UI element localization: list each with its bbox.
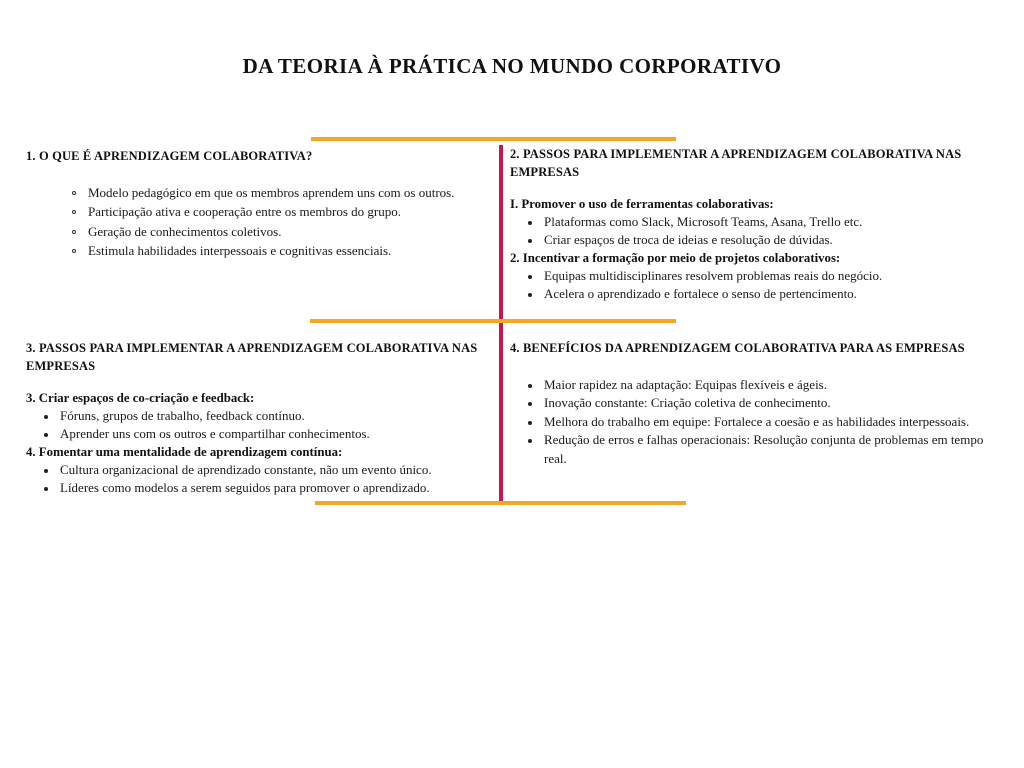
divider-vertical [499, 145, 503, 503]
list-item [72, 203, 488, 221]
quadrant-2-heading: 2. PASSOS PARA IMPLEMENTAR A APRENDIZAGEM COLABORATIVA NAS EMPRESAS [510, 147, 962, 179]
list-item-text: Criar espaços de troca de ideias e resolução de dúvidas. [544, 232, 833, 248]
list-item [528, 413, 1002, 431]
list-item [528, 231, 1002, 249]
list-item [44, 425, 488, 443]
quadrant-3-group-1-label: 3. Criar espaços de co-criação e feedback: [26, 390, 255, 405]
quadrant-2-group-1-list [510, 213, 1002, 250]
list-item-text: Geração de conhecimentos coletivos. [88, 223, 282, 239]
list-item-text: Maior rapidez na adaptação: Equipas flexíveis e ágeis. [544, 376, 827, 392]
list-item [72, 184, 488, 202]
list-item-text: Líderes como modelos a serem seguidos para promover o aprendizado. [60, 480, 430, 496]
list-item [528, 431, 1002, 468]
list-item [528, 213, 1002, 231]
quadrant-1-bullet-list [26, 184, 488, 261]
list-item [72, 223, 488, 241]
divider-middle-horizontal [310, 319, 676, 323]
list-item [44, 407, 488, 425]
divider-bottom-horizontal [315, 501, 686, 505]
quadrant-1 [26, 148, 488, 262]
quadrant-4 [510, 340, 1002, 468]
list-item-text: Participação ativa e cooperação entre os membros do grupo. [88, 204, 401, 220]
list-item [72, 242, 488, 260]
quadrant-2-group-2-label: 2. Incentivar a formação por meio de projetos colaborativos: [510, 250, 841, 265]
list-item [44, 479, 488, 497]
list-item-text: Inovação constante: Criação coletiva de conhecimento. [544, 395, 831, 411]
quadrant-3-group-2-list [26, 461, 488, 498]
list-item-text: Plataformas como Slack, Microsoft Teams, Asana, Trello etc. [544, 213, 863, 229]
page-title: DA TEORIA À PRÁTICA NO MUNDO CORPORATIVO [242, 54, 782, 79]
list-item [44, 461, 488, 479]
list-item-text: Redução de erros e falhas operacionais: Resolução conjunta de problemas em tempo real. [544, 432, 984, 466]
quadrant-1-heading: 1. O QUE É APRENDIZAGEM COLABORATIVA? [26, 149, 313, 163]
list-item-text: Aprender uns com os outros e compartilhar conhecimentos. [60, 426, 370, 442]
list-item [528, 394, 1002, 412]
quadrant-4-bullet-list [510, 376, 1002, 468]
list-item-text: Modelo pedagógico em que os membros aprendem uns com os outros. [88, 184, 455, 200]
list-item [528, 285, 1002, 303]
quadrant-2 [510, 146, 1002, 304]
list-item-text: Melhora do trabalho em equipe: Fortalece a coesão e as habilidades interpessoais. [544, 413, 970, 429]
list-item-text: Fóruns, grupos de trabalho, feedback contínuo. [60, 407, 305, 423]
quadrant-3-group-1-list [26, 407, 488, 444]
quadrant-3-heading: 3. PASSOS PARA IMPLEMENTAR A APRENDIZAGEM COLABORATIVA NAS EMPRESAS [26, 341, 478, 373]
quadrant-4-heading: 4. BENEFÍCIOS DA APRENDIZAGEM COLABORATIVA PARA AS EMPRESAS [510, 341, 965, 355]
list-item-text: Equipas multidisciplinares resolvem problemas reais do negócio. [544, 267, 883, 283]
quadrant-2-group-1-label: I. Promover o uso de ferramentas colaborativas: [510, 196, 774, 211]
divider-top-horizontal [311, 137, 676, 141]
quadrant-3 [26, 340, 488, 498]
list-item [528, 267, 1002, 285]
list-item-text: Cultura organizacional de aprendizado constante, não um evento único. [60, 461, 432, 477]
list-item-text: Estimula habilidades interpessoais e cognitivas essenciais. [88, 243, 392, 259]
list-item-text: Acelera o aprendizado e fortalece o senso de pertencimento. [544, 286, 857, 302]
list-item [528, 376, 1002, 394]
quadrant-2-group-2-list [510, 267, 1002, 304]
quadrant-3-group-2-label: 4. Fomentar uma mentalidade de aprendizagem contínua: [26, 444, 343, 459]
